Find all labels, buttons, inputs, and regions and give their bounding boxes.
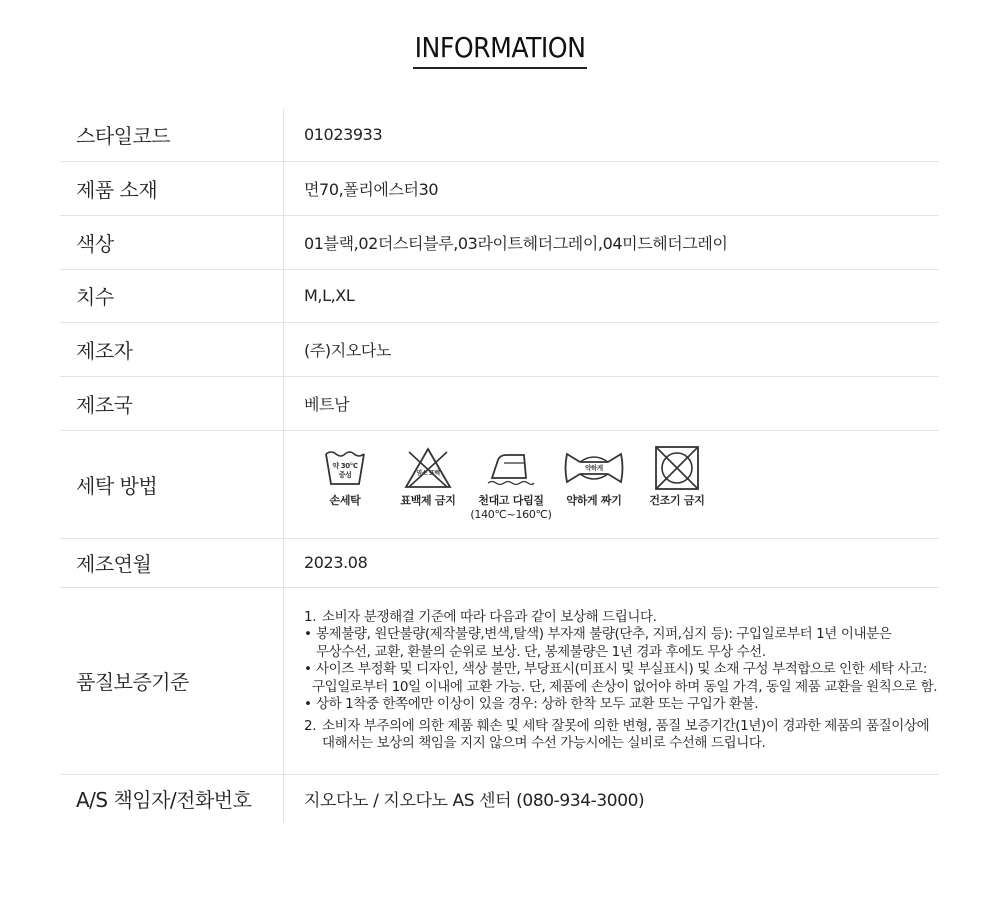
care-label-iron: 천대고 다림질 (478, 494, 544, 507)
info-table (60, 108, 939, 822)
row-material (60, 161, 939, 215)
warranty-item-2-line2: 대해서는 보상의 책임을 지지 않으며 수선 가능시에는 실비로 수선해 드립니다. (322, 735, 766, 751)
warranty-item-1-num: 1. (304, 608, 317, 625)
care-label-hand-wash: 손세탁 (329, 494, 361, 507)
row-warranty (60, 587, 939, 774)
warranty-item-1 (304, 609, 939, 627)
gentle-wring-icon (564, 446, 624, 490)
label-maker: 제조자 (60, 322, 284, 376)
no-bleach-icon (403, 446, 453, 490)
label-warranty: 품질보증기준 (60, 587, 284, 774)
label-country: 제조국 (60, 376, 284, 430)
value-wash (284, 430, 940, 538)
value-warranty (284, 587, 940, 774)
warranty-bullet-2 (304, 661, 939, 696)
warranty-item-1-text: 소비자 분쟁해결 기준에 따라 다음과 같이 보상해 드립니다. (322, 608, 657, 625)
value-country: 베트남 (284, 376, 940, 430)
value-material: 면70,폴리에스터30 (284, 161, 940, 215)
row-style-code (60, 108, 939, 161)
no-tumble-dry-icon (654, 446, 700, 490)
value-date: 2023.08 (284, 538, 940, 587)
warranty-bullet-2-line2: 구입일로부터 10일 이내에 교환 가능. 단, 제품에 손상이 없어야 하며 동일 가격, 동일 제품 교환을 원칙으로 함. (312, 678, 938, 695)
warranty-bullet-2-line1: 사이즈 부정확 및 디자인, 색상 불만, 부당표시(미표시 및 부실표시) 및 소재 구성 부적합으로 인한 세탁 사고: (316, 661, 927, 677)
warranty-item-2 (304, 718, 939, 753)
label-material: 제품 소재 (60, 161, 284, 215)
warranty-bullet-1-line1: 봉제불량, 원단불량(제작불량,변색,탈색) 부자재 불량(단추, 지퍼,심지 등): 구입일로부터 1년 이내분은 (316, 626, 892, 642)
care-hand-wash (304, 446, 386, 508)
care-no-tumble-dry (636, 446, 718, 508)
row-maker (60, 322, 939, 376)
gentle-wring-text: 약하게 (585, 464, 603, 472)
row-size (60, 269, 939, 322)
value-size: M,L,XL (284, 269, 940, 322)
label-color: 색상 (60, 215, 284, 269)
iron-icon (484, 446, 538, 490)
row-color (60, 215, 939, 269)
label-size: 치수 (60, 269, 284, 322)
row-wash (60, 430, 939, 538)
hand-wash-neutral: 중성 (338, 471, 352, 479)
care-icons (304, 446, 939, 522)
care-label-gentle-wring: 약하게 짜기 (566, 494, 622, 507)
row-country (60, 376, 939, 430)
warranty-bullet-3 (304, 696, 939, 714)
warranty-bullet-3-line1: 상하 1착중 한쪽에만 이상이 있을 경우: 상하 한착 모두 교환 또는 구입가 환불. (316, 696, 759, 712)
warranty-bullet-1 (304, 626, 939, 661)
care-iron (470, 446, 552, 522)
care-label-no-tumble-dry: 건조기 금지 (649, 494, 705, 507)
label-wash: 세탁 방법 (60, 430, 284, 538)
no-bleach-text: 염소 표백 (416, 470, 440, 477)
value-color: 01블랙,02더스티블루,03라이트헤더그레이,04미드헤더그레이 (284, 215, 940, 269)
value-as: 지오다노 / 지오다노 AS 센터 (080-934-3000) (304, 790, 645, 811)
label-date: 제조연월 (60, 538, 284, 587)
warranty-text (304, 609, 939, 753)
care-no-bleach (387, 446, 469, 508)
bullet-dot-icon: • (304, 661, 312, 677)
value-maker: (주)지오다노 (284, 322, 940, 376)
warranty-item-2-num: 2. (304, 717, 317, 734)
warranty-bullet-1-line2: 무상수선, 교환, 환불의 순위로 보상. 단, 봉제불량은 1년 경과 후에도 무상 수선. (316, 643, 766, 660)
hand-wash-icon (323, 446, 367, 490)
label-as: A/S 책임자/전화번호 (60, 774, 284, 822)
care-label-no-bleach: 표백제 금지 (400, 494, 456, 507)
row-date (60, 538, 939, 587)
label-style-code: 스타일코드 (60, 108, 284, 161)
warranty-item-2-line1: 소비자 부주의에 의한 제품 훼손 및 세탁 잘못에 의한 변형, 품질 보증기간(1년)이 경과한 제품의 품질이상에 (322, 717, 930, 734)
bullet-dot-icon: • (304, 696, 312, 712)
hand-wash-temp: 약 30°C (332, 462, 358, 470)
title-wrap (0, 30, 1000, 69)
care-gentle-wring (553, 446, 635, 508)
value-style-code: 01023933 (284, 108, 940, 161)
page-title: INFORMATION (413, 30, 588, 69)
care-sub-iron: (140℃~160℃) (470, 508, 552, 521)
bullet-dot-icon: • (304, 626, 312, 642)
row-as (60, 774, 939, 822)
